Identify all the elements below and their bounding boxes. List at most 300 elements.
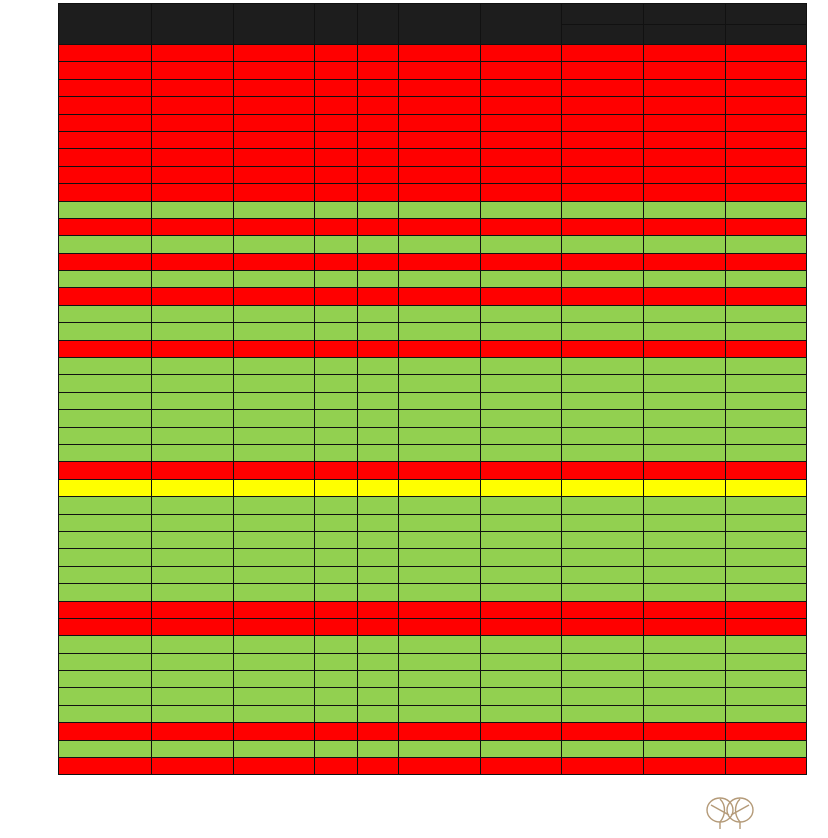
cell-precio-list: [562, 740, 644, 757]
cell-nivel: [315, 601, 358, 618]
cell-m2-terraza: [399, 79, 481, 96]
cell-m2-int: [358, 375, 399, 392]
cell-descuento-8: [726, 740, 807, 757]
cell-descuento-8: [726, 758, 807, 775]
cell-estatus: [234, 758, 315, 775]
cell-descuento-8: [726, 705, 807, 722]
cell-descuento-8: [726, 584, 807, 601]
table-row: [59, 114, 807, 131]
table-row: [59, 358, 807, 375]
brand-logo-icon: [700, 793, 764, 833]
cell-precio-list: [562, 653, 644, 670]
cell-descuento-6: [644, 97, 726, 114]
table-row: [59, 653, 807, 670]
cell-nivel: [315, 514, 358, 531]
cell-unidad: [152, 149, 234, 166]
cell-unidad: [152, 740, 234, 757]
cell-nivel: [315, 166, 358, 183]
cell-descuento-6: [644, 236, 726, 253]
cell-descuento-6: [644, 497, 726, 514]
cell-descuento-8: [726, 671, 807, 688]
table-row: [59, 392, 807, 409]
cell-m2-totales: [481, 131, 562, 148]
cell-descuento-8: [726, 218, 807, 235]
table-row: [59, 549, 807, 566]
cell-m2-int: [358, 566, 399, 583]
table-row: [59, 288, 807, 305]
cell-precio-list: [562, 62, 644, 79]
cell-m2-totales: [481, 462, 562, 479]
cell-tipologia: [59, 497, 152, 514]
cell-tipologia: [59, 323, 152, 340]
cell-nivel: [315, 549, 358, 566]
cell-estatus: [234, 410, 315, 427]
table-row: [59, 740, 807, 757]
cell-m2-terraza: [399, 97, 481, 114]
cell-m2-terraza: [399, 271, 481, 288]
cell-descuento-8: [726, 305, 807, 322]
cell-precio-list: [562, 723, 644, 740]
cell-estatus: [234, 358, 315, 375]
cell-estatus: [234, 323, 315, 340]
cell-m2-terraza: [399, 671, 481, 688]
cell-descuento-6: [644, 740, 726, 757]
cell-m2-terraza: [399, 149, 481, 166]
cell-m2-int: [358, 114, 399, 131]
cell-descuento-8: [726, 236, 807, 253]
table-row: [59, 45, 807, 62]
cell-nivel: [315, 705, 358, 722]
cell-tipologia: [59, 427, 152, 444]
cell-descuento-8: [726, 531, 807, 548]
cell-m2-totales: [481, 253, 562, 270]
cell-m2-int: [358, 653, 399, 670]
cell-m2-terraza: [399, 253, 481, 270]
cell-m2-terraza: [399, 45, 481, 62]
header-precio-list: [562, 4, 644, 25]
cell-estatus: [234, 184, 315, 201]
cell-m2-terraza: [399, 444, 481, 461]
cell-descuento-8: [726, 566, 807, 583]
cell-m2-totales: [481, 601, 562, 618]
cell-m2-terraza: [399, 305, 481, 322]
cell-m2-int: [358, 549, 399, 566]
cell-tipologia: [59, 62, 152, 79]
table-row: [59, 131, 807, 148]
cell-m2-int: [358, 497, 399, 514]
header-unidad: [152, 4, 234, 45]
cell-descuento-8: [726, 462, 807, 479]
cell-unidad: [152, 271, 234, 288]
cell-m2-terraza: [399, 358, 481, 375]
cell-estatus: [234, 618, 315, 635]
cell-m2-terraza: [399, 688, 481, 705]
header-estatus: [234, 4, 315, 45]
cell-unidad: [152, 671, 234, 688]
cell-descuento-8: [726, 653, 807, 670]
cell-precio-list: [562, 375, 644, 392]
cell-descuento-6: [644, 288, 726, 305]
cell-tipologia: [59, 758, 152, 775]
cell-m2-terraza: [399, 166, 481, 183]
cell-unidad: [152, 444, 234, 461]
cell-descuento-6: [644, 653, 726, 670]
cell-descuento-8: [726, 271, 807, 288]
table-row: [59, 97, 807, 114]
cell-unidad: [152, 514, 234, 531]
cell-m2-int: [358, 271, 399, 288]
cell-descuento-6: [644, 358, 726, 375]
cell-nivel: [315, 671, 358, 688]
cell-descuento-8: [726, 166, 807, 183]
cell-descuento-6: [644, 479, 726, 496]
cell-precio-list: [562, 427, 644, 444]
cell-estatus: [234, 705, 315, 722]
cell-m2-terraza: [399, 201, 481, 218]
cell-m2-int: [358, 97, 399, 114]
table-row: [59, 323, 807, 340]
cell-m2-totales: [481, 305, 562, 322]
cell-precio-list: [562, 514, 644, 531]
cell-nivel: [315, 253, 358, 270]
cell-descuento-6: [644, 531, 726, 548]
cell-m2-int: [358, 636, 399, 653]
cell-unidad: [152, 218, 234, 235]
cell-m2-terraza: [399, 462, 481, 479]
cell-descuento-6: [644, 114, 726, 131]
cell-m2-totales: [481, 149, 562, 166]
cell-precio-list: [562, 45, 644, 62]
table-row: [59, 688, 807, 705]
cell-m2-terraza: [399, 392, 481, 409]
cell-m2-terraza: [399, 375, 481, 392]
cell-estatus: [234, 79, 315, 96]
cell-m2-totales: [481, 201, 562, 218]
cell-nivel: [315, 723, 358, 740]
cell-estatus: [234, 636, 315, 653]
cell-m2-terraza: [399, 549, 481, 566]
cell-m2-totales: [481, 79, 562, 96]
cell-unidad: [152, 723, 234, 740]
cell-m2-totales: [481, 636, 562, 653]
cell-m2-int: [358, 531, 399, 548]
cell-m2-totales: [481, 688, 562, 705]
cell-nivel: [315, 131, 358, 148]
cell-precio-list: [562, 131, 644, 148]
cell-tipologia: [59, 479, 152, 496]
cell-tipologia: [59, 410, 152, 427]
table-row: [59, 271, 807, 288]
cell-precio-list: [562, 758, 644, 775]
cell-descuento-8: [726, 201, 807, 218]
cell-descuento-8: [726, 114, 807, 131]
cell-tipologia: [59, 392, 152, 409]
cell-unidad: [152, 97, 234, 114]
cell-m2-int: [358, 410, 399, 427]
cell-nivel: [315, 531, 358, 548]
cell-nivel: [315, 45, 358, 62]
header-descuento-8: [726, 4, 807, 25]
cell-estatus: [234, 45, 315, 62]
header-precio-list-sub: [562, 25, 644, 45]
table-body: [59, 45, 807, 775]
cell-descuento-6: [644, 375, 726, 392]
cell-m2-totales: [481, 705, 562, 722]
cell-precio-list: [562, 288, 644, 305]
cell-estatus: [234, 305, 315, 322]
cell-m2-totales: [481, 584, 562, 601]
cell-estatus: [234, 427, 315, 444]
cell-m2-totales: [481, 97, 562, 114]
cell-m2-totales: [481, 531, 562, 548]
cell-estatus: [234, 531, 315, 548]
cell-descuento-6: [644, 340, 726, 357]
cell-estatus: [234, 253, 315, 270]
table-row: [59, 444, 807, 461]
cell-unidad: [152, 549, 234, 566]
cell-precio-list: [562, 253, 644, 270]
cell-m2-totales: [481, 323, 562, 340]
cell-nivel: [315, 149, 358, 166]
cell-estatus: [234, 671, 315, 688]
cell-precio-list: [562, 392, 644, 409]
cell-estatus: [234, 166, 315, 183]
cell-m2-int: [358, 584, 399, 601]
cell-tipologia: [59, 636, 152, 653]
cell-tipologia: [59, 358, 152, 375]
cell-descuento-6: [644, 218, 726, 235]
cell-m2-totales: [481, 114, 562, 131]
table-row: [59, 531, 807, 548]
cell-descuento-6: [644, 166, 726, 183]
cell-tipologia: [59, 131, 152, 148]
cell-nivel: [315, 114, 358, 131]
cell-descuento-6: [644, 514, 726, 531]
cell-tipologia: [59, 271, 152, 288]
cell-descuento-8: [726, 444, 807, 461]
cell-tipologia: [59, 79, 152, 96]
cell-m2-totales: [481, 340, 562, 357]
cell-descuento-6: [644, 636, 726, 653]
cell-nivel: [315, 323, 358, 340]
cell-nivel: [315, 288, 358, 305]
cell-tipologia: [59, 375, 152, 392]
header-tipologia: [59, 4, 152, 45]
cell-precio-list: [562, 549, 644, 566]
cell-descuento-8: [726, 601, 807, 618]
cell-tipologia: [59, 166, 152, 183]
cell-descuento-8: [726, 97, 807, 114]
cell-m2-terraza: [399, 758, 481, 775]
table-row: [59, 584, 807, 601]
cell-descuento-6: [644, 462, 726, 479]
cell-tipologia: [59, 688, 152, 705]
cell-unidad: [152, 131, 234, 148]
cell-unidad: [152, 705, 234, 722]
cell-descuento-8: [726, 375, 807, 392]
cell-precio-list: [562, 601, 644, 618]
cell-m2-totales: [481, 236, 562, 253]
cell-tipologia: [59, 97, 152, 114]
cell-descuento-8: [726, 288, 807, 305]
table-row: [59, 62, 807, 79]
cell-tipologia: [59, 601, 152, 618]
cell-unidad: [152, 601, 234, 618]
cell-tipologia: [59, 740, 152, 757]
cell-descuento-6: [644, 45, 726, 62]
cell-m2-totales: [481, 758, 562, 775]
cell-m2-int: [358, 201, 399, 218]
cell-precio-list: [562, 218, 644, 235]
cell-tipologia: [59, 253, 152, 270]
cell-descuento-6: [644, 323, 726, 340]
cell-m2-totales: [481, 62, 562, 79]
cell-tipologia: [59, 531, 152, 548]
cell-m2-terraza: [399, 340, 481, 357]
cell-tipologia: [59, 549, 152, 566]
cell-m2-totales: [481, 288, 562, 305]
table-row: [59, 479, 807, 496]
cell-descuento-8: [726, 131, 807, 148]
cell-m2-totales: [481, 427, 562, 444]
table-row: [59, 305, 807, 322]
cell-descuento-6: [644, 149, 726, 166]
cell-m2-int: [358, 149, 399, 166]
cell-unidad: [152, 375, 234, 392]
cell-unidad: [152, 79, 234, 96]
cell-unidad: [152, 653, 234, 670]
cell-descuento-6: [644, 184, 726, 201]
header-descuento-6-sub: [644, 25, 726, 45]
cell-nivel: [315, 653, 358, 670]
cell-estatus: [234, 340, 315, 357]
cell-estatus: [234, 462, 315, 479]
cell-unidad: [152, 531, 234, 548]
cell-tipologia: [59, 514, 152, 531]
table-row: [59, 79, 807, 96]
table-row: [59, 236, 807, 253]
cell-nivel: [315, 462, 358, 479]
cell-estatus: [234, 514, 315, 531]
cell-descuento-6: [644, 271, 726, 288]
cell-precio-list: [562, 688, 644, 705]
cell-descuento-8: [726, 358, 807, 375]
cell-unidad: [152, 114, 234, 131]
cell-precio-list: [562, 166, 644, 183]
cell-unidad: [152, 236, 234, 253]
cell-unidad: [152, 410, 234, 427]
cell-m2-totales: [481, 497, 562, 514]
cell-m2-totales: [481, 218, 562, 235]
cell-precio-list: [562, 271, 644, 288]
cell-precio-list: [562, 323, 644, 340]
cell-descuento-8: [726, 479, 807, 496]
header-m2-int: [358, 4, 399, 45]
cell-unidad: [152, 584, 234, 601]
cell-precio-list: [562, 358, 644, 375]
cell-estatus: [234, 218, 315, 235]
cell-nivel: [315, 62, 358, 79]
cell-descuento-8: [726, 549, 807, 566]
cell-precio-list: [562, 184, 644, 201]
cell-nivel: [315, 636, 358, 653]
cell-tipologia: [59, 653, 152, 670]
cell-estatus: [234, 392, 315, 409]
cell-unidad: [152, 62, 234, 79]
table-row: [59, 166, 807, 183]
cell-m2-int: [358, 444, 399, 461]
cell-m2-terraza: [399, 479, 481, 496]
cell-estatus: [234, 688, 315, 705]
cell-nivel: [315, 340, 358, 357]
cell-nivel: [315, 740, 358, 757]
header-m2-totales: [481, 4, 562, 45]
cell-m2-terraza: [399, 218, 481, 235]
cell-unidad: [152, 45, 234, 62]
header-nivel: [315, 4, 358, 45]
cell-m2-int: [358, 62, 399, 79]
cell-tipologia: [59, 723, 152, 740]
cell-descuento-8: [726, 45, 807, 62]
cell-estatus: [234, 584, 315, 601]
cell-tipologia: [59, 236, 152, 253]
cell-unidad: [152, 253, 234, 270]
cell-unidad: [152, 392, 234, 409]
cell-unidad: [152, 166, 234, 183]
cell-unidad: [152, 358, 234, 375]
table-row: [59, 410, 807, 427]
cell-descuento-8: [726, 392, 807, 409]
cell-estatus: [234, 601, 315, 618]
cell-estatus: [234, 149, 315, 166]
cell-estatus: [234, 375, 315, 392]
cell-m2-int: [358, 392, 399, 409]
cell-m2-int: [358, 218, 399, 235]
cell-descuento-8: [726, 636, 807, 653]
cell-precio-list: [562, 584, 644, 601]
cell-precio-list: [562, 479, 644, 496]
price-list-table: [58, 3, 807, 775]
cell-unidad: [152, 479, 234, 496]
cell-m2-terraza: [399, 531, 481, 548]
cell-m2-terraza: [399, 514, 481, 531]
cell-nivel: [315, 218, 358, 235]
cell-descuento-6: [644, 410, 726, 427]
cell-tipologia: [59, 705, 152, 722]
cell-unidad: [152, 201, 234, 218]
cell-descuento-6: [644, 584, 726, 601]
cell-m2-totales: [481, 566, 562, 583]
cell-descuento-6: [644, 253, 726, 270]
cell-precio-list: [562, 462, 644, 479]
cell-precio-list: [562, 149, 644, 166]
cell-estatus: [234, 723, 315, 740]
header-descuento-8-sub: [726, 25, 807, 45]
cell-estatus: [234, 236, 315, 253]
cell-m2-terraza: [399, 427, 481, 444]
cell-m2-int: [358, 758, 399, 775]
cell-tipologia: [59, 462, 152, 479]
cell-descuento-8: [726, 688, 807, 705]
cell-unidad: [152, 288, 234, 305]
cell-precio-list: [562, 236, 644, 253]
cell-m2-int: [358, 671, 399, 688]
cell-unidad: [152, 618, 234, 635]
cell-nivel: [315, 444, 358, 461]
cell-unidad: [152, 636, 234, 653]
cell-m2-terraza: [399, 410, 481, 427]
cell-m2-totales: [481, 549, 562, 566]
